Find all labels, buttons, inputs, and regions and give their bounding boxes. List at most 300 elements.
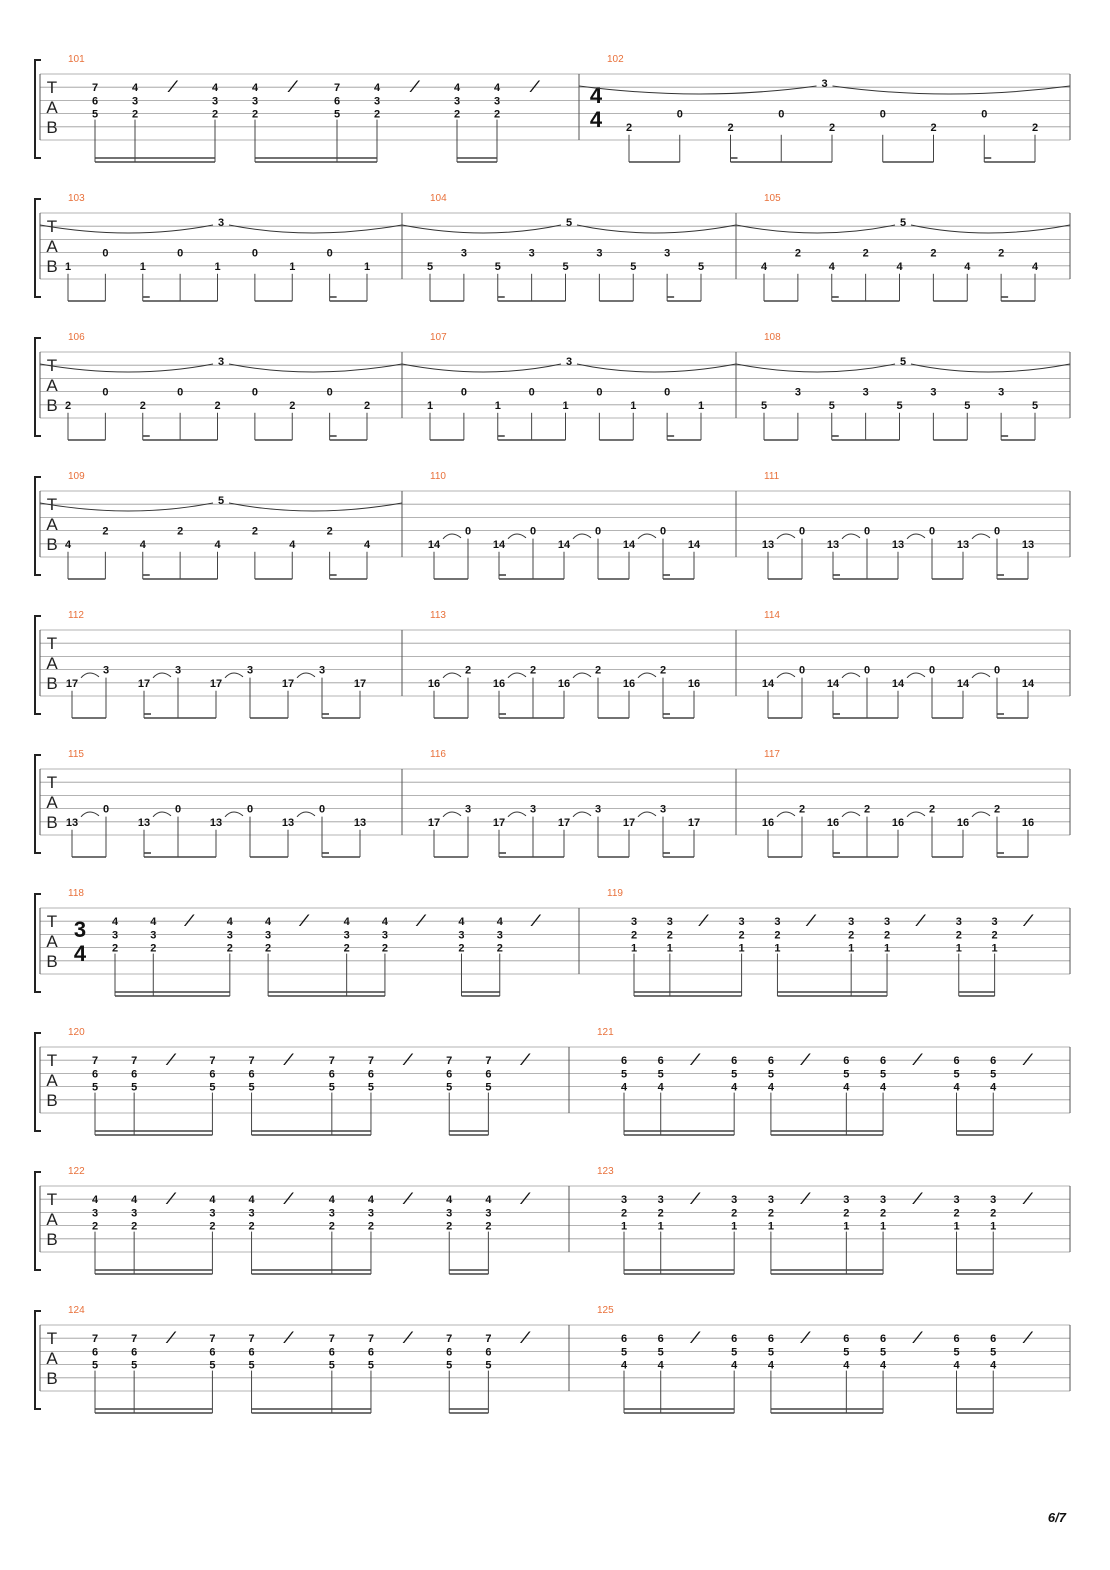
fret-number: 5 (899, 217, 907, 229)
fret-number: 3 (930, 386, 937, 399)
fret-number: 1 (883, 942, 891, 955)
fret-number: 7 (367, 1333, 375, 1346)
fret-number: 5 (446, 1081, 453, 1094)
fret-number: 2 (251, 108, 259, 121)
sixteenth-rest: ⁄ (291, 77, 294, 96)
fret-number: 6 (657, 1333, 664, 1346)
tab-clef-letter: A (46, 376, 58, 395)
fret-number: 6 (880, 1055, 887, 1068)
fret-number: 0 (928, 664, 936, 677)
fret-number: 13 (1021, 538, 1035, 551)
fret-number: 3 (460, 247, 467, 260)
fret-number: 4 (343, 916, 350, 929)
tab-clef-letter: T (46, 1190, 58, 1209)
fret-number: 2 (630, 929, 638, 942)
fret-number: 7 (367, 1055, 375, 1068)
pull-off-arc (842, 673, 860, 678)
fret-number: 2 (930, 121, 937, 134)
fret-number: 7 (131, 1055, 138, 1068)
pull-off-arc (443, 534, 461, 539)
sixteenth-rest: ⁄ (1025, 1050, 1029, 1069)
measure-number: 123 (597, 1166, 614, 1177)
fret-number: 1 (620, 1220, 628, 1233)
fret-number: 0 (246, 803, 254, 816)
fret-number: 2 (211, 108, 219, 121)
fret-number: 3 (131, 1207, 138, 1220)
fret-number: 6 (657, 1055, 664, 1068)
fret-number: 13 (137, 816, 151, 829)
fret-number: 5 (731, 1068, 738, 1081)
fret-number: 6 (446, 1068, 453, 1081)
fret-number: 4 (843, 1359, 850, 1372)
sixteenth-rest: ⁄ (915, 1189, 919, 1208)
fret-number: 5 (657, 1068, 664, 1081)
fret-number: 3 (211, 95, 219, 108)
fret-number: 5 (131, 1359, 138, 1372)
fret-number: 2 (930, 247, 937, 260)
fret-number: 3 (528, 247, 535, 260)
sixteenth-rest: ⁄ (406, 1328, 409, 1347)
fret-number: 4 (131, 1194, 138, 1207)
fret-number: 4 (248, 1194, 255, 1207)
fret-number: 5 (333, 108, 341, 121)
measure-number: 120 (68, 1027, 85, 1038)
tab-clef-letter: B (46, 1230, 58, 1249)
fret-number: 14 (891, 677, 905, 690)
fret-number: 3 (485, 1207, 492, 1220)
fret-number: 3 (848, 916, 855, 929)
fret-number: 1 (657, 1220, 664, 1233)
fret-number: 4 (953, 1081, 960, 1094)
tab-clef-letter: B (46, 813, 58, 832)
sixteenth-rest: ⁄ (406, 1050, 409, 1069)
fret-number: 16 (427, 677, 441, 690)
fret-number: 4 (328, 1194, 335, 1207)
measure-number: 106 (68, 332, 85, 343)
fret-number: 7 (209, 1055, 216, 1068)
fret-number: 0 (993, 525, 1001, 538)
fret-number: 5 (91, 1359, 99, 1372)
pull-off-arc (508, 673, 526, 678)
fret-number: 3 (131, 95, 139, 108)
fret-number: 7 (209, 1333, 216, 1346)
fret-number: 2 (209, 1220, 216, 1233)
fret-number: 14 (492, 538, 506, 551)
pull-off-arc (907, 673, 925, 678)
fret-number: 6 (209, 1346, 216, 1359)
fret-number: 4 (843, 1081, 850, 1094)
fret-number: 2 (177, 525, 184, 538)
fret-number: 0 (778, 108, 785, 121)
fret-number: 6 (620, 1055, 628, 1068)
fret-number: 14 (622, 538, 636, 551)
measure-number: 107 (430, 332, 447, 343)
fret-number: 5 (843, 1068, 850, 1081)
fret-number: 4 (251, 82, 259, 95)
measure-number: 119 (607, 888, 623, 899)
fret-number: 0 (177, 386, 184, 399)
fret-number: 2 (953, 1207, 960, 1220)
fret-number: 6 (990, 1055, 997, 1068)
fret-number: 2 (1031, 121, 1039, 134)
fret-number: 2 (657, 1207, 664, 1220)
measure-number: 102 (607, 54, 624, 65)
fret-number: 3 (248, 1207, 255, 1220)
sixteenth-rest: ⁄ (419, 911, 423, 930)
fret-number: 5 (367, 1359, 375, 1372)
fret-number: 4 (373, 82, 381, 95)
pull-off-arc (907, 534, 925, 539)
page-number: 6/7 (1047, 1510, 1066, 1525)
pull-off-arc (443, 673, 461, 678)
pull-off-arc (777, 673, 795, 678)
tab-clef-letter: A (46, 237, 58, 256)
fret-number: 5 (1031, 399, 1039, 412)
fret-number: 3 (367, 1207, 375, 1220)
fret-number: 1 (955, 942, 962, 955)
sixteenth-rest: ⁄ (693, 1189, 697, 1208)
fret-number: 5 (767, 1346, 774, 1359)
tab-clef-letter: T (46, 634, 58, 653)
measure-number: 112 (68, 610, 84, 621)
fret-number: 2 (139, 399, 146, 412)
tab-clef-letter: B (46, 257, 58, 276)
fret-number: 3 (990, 1194, 997, 1207)
fret-number: 17 (557, 816, 571, 829)
fret-number: 4 (953, 1359, 960, 1372)
fret-number: 2 (727, 121, 734, 134)
fret-number: 17 (281, 677, 295, 690)
fret-number: 7 (446, 1055, 453, 1068)
fret-number: 0 (798, 664, 806, 677)
sixteenth-rest: ⁄ (406, 1189, 409, 1208)
tab-clef-letter: T (46, 495, 58, 514)
pull-off-arc (443, 812, 461, 817)
fret-number: 7 (328, 1055, 335, 1068)
pull-off-arc (225, 812, 243, 817)
fret-number: 3 (998, 386, 1005, 399)
fret-number: 13 (209, 816, 223, 829)
measure-number: 113 (430, 610, 446, 621)
fret-number: 6 (767, 1055, 774, 1068)
fret-number: 0 (863, 525, 871, 538)
pull-off-arc (508, 534, 526, 539)
fret-number: 2 (464, 664, 472, 677)
sixteenth-rest: ⁄ (286, 1050, 290, 1069)
fret-number: 2 (843, 1207, 850, 1220)
fret-number: 2 (64, 399, 72, 412)
sixteenth-rest: ⁄ (302, 911, 306, 930)
sixteenth-rest: ⁄ (1025, 1189, 1029, 1208)
fret-number: 0 (326, 386, 333, 399)
fret-number: 1 (880, 1220, 887, 1233)
fret-number: 3 (767, 1194, 774, 1207)
fret-number: 0 (798, 525, 806, 538)
fret-number: 3 (226, 929, 233, 942)
fret-number: 4 (657, 1359, 664, 1372)
tab-clef-letter: A (46, 515, 58, 534)
pull-off-arc (638, 534, 656, 539)
fret-number: 2 (343, 942, 350, 955)
fret-number: 2 (828, 121, 836, 134)
fret-number: 2 (265, 942, 272, 955)
fret-number: 1 (562, 399, 569, 412)
fret-number: 3 (620, 1194, 628, 1207)
fret-number: 3 (217, 217, 225, 229)
fret-number: 3 (102, 664, 110, 677)
fret-number: 16 (622, 677, 636, 690)
tab-clef-letter: A (46, 1071, 58, 1090)
sixteenth-rest: ⁄ (693, 1328, 697, 1347)
fret-number: 1 (731, 1220, 738, 1233)
fret-number: 5 (91, 108, 99, 121)
fret-number: 6 (131, 1068, 138, 1081)
fret-number: 5 (630, 260, 637, 273)
fret-number: 6 (367, 1346, 375, 1359)
fret-number: 3 (821, 78, 828, 90)
time-signature-denominator: 4 (73, 941, 87, 966)
fret-number: 5 (446, 1359, 453, 1372)
sixteenth-rest: ⁄ (523, 1189, 527, 1208)
fret-number: 2 (848, 929, 855, 942)
pull-off-arc (508, 812, 526, 817)
fret-number: 4 (620, 1081, 628, 1094)
fret-number: 5 (843, 1346, 850, 1359)
fret-number: 5 (990, 1068, 997, 1081)
sixteenth-rest: ⁄ (1025, 1328, 1029, 1347)
fret-number: 4 (150, 916, 157, 929)
fret-number: 2 (659, 664, 667, 677)
fret-number: 5 (990, 1346, 997, 1359)
fret-number: 7 (91, 82, 99, 95)
fret-number: 0 (928, 525, 936, 538)
measure-number: 109 (68, 471, 85, 482)
fret-number: 1 (990, 1220, 997, 1233)
fret-number: 7 (248, 1333, 255, 1346)
fret-number: 2 (214, 399, 221, 412)
fret-number: 4 (381, 916, 388, 929)
measure-number: 118 (68, 888, 84, 899)
fret-number: 6 (731, 1333, 738, 1346)
fret-number: 3 (91, 1207, 99, 1220)
fret-number: 5 (217, 495, 225, 507)
fret-number: 0 (102, 803, 110, 816)
fret-number: 2 (794, 247, 801, 260)
fret-number: 3 (953, 1194, 960, 1207)
measure-number: 104 (430, 193, 447, 204)
fret-number: 0 (102, 247, 109, 260)
tab-clef-letter: A (46, 98, 58, 117)
fret-number: 4 (990, 1359, 997, 1372)
fret-number: 2 (131, 1220, 138, 1233)
fret-number: 4 (828, 260, 835, 273)
fret-number: 5 (485, 1081, 492, 1094)
pull-off-arc (573, 534, 591, 539)
fret-number: 14 (826, 677, 840, 690)
fret-number: 2 (150, 942, 157, 955)
sixteenth-rest: ⁄ (169, 1189, 173, 1208)
fret-number: 2 (594, 664, 602, 677)
fret-number: 3 (955, 916, 962, 929)
sixteenth-rest: ⁄ (169, 1050, 173, 1069)
fret-number: 5 (328, 1081, 335, 1094)
fret-number: 5 (91, 1081, 99, 1094)
fret-number: 14 (761, 677, 775, 690)
measure-number: 121 (597, 1027, 614, 1038)
fret-number: 2 (111, 942, 119, 955)
fret-number: 0 (177, 247, 184, 260)
sixteenth-rest: ⁄ (915, 1050, 919, 1069)
fret-number: 2 (496, 942, 503, 955)
fret-number: 0 (326, 247, 333, 260)
fret-number: 14 (427, 538, 441, 551)
fret-number: 3 (731, 1194, 738, 1207)
fret-number: 1 (630, 399, 637, 412)
fret-number: 0 (659, 525, 667, 538)
fret-number: 5 (828, 399, 835, 412)
fret-number: 4 (367, 1194, 375, 1207)
fret-number: 2 (928, 803, 936, 816)
fret-number: 4 (211, 82, 219, 95)
fret-number: 2 (731, 1207, 738, 1220)
fret-number: 14 (956, 677, 970, 690)
fret-number: 2 (248, 1220, 255, 1233)
fret-number: 6 (620, 1333, 628, 1346)
fret-number: 7 (485, 1055, 492, 1068)
fret-number: 2 (625, 121, 633, 134)
tab-clef-letter: B (46, 118, 58, 137)
fret-number: 5 (209, 1081, 216, 1094)
sixteenth-rest: ⁄ (693, 1050, 697, 1069)
fret-number: 13 (65, 816, 79, 829)
fret-number: 2 (620, 1207, 628, 1220)
pull-off-arc (842, 812, 860, 817)
fret-number: 6 (131, 1346, 138, 1359)
fret-number: 4 (731, 1359, 738, 1372)
sixteenth-rest: ⁄ (523, 1050, 527, 1069)
fret-number: 2 (289, 399, 296, 412)
fret-number: 6 (767, 1333, 774, 1346)
fret-number: 4 (289, 538, 296, 551)
fret-number: 4 (214, 538, 221, 551)
sixteenth-rest: ⁄ (803, 1328, 807, 1347)
fret-number: 1 (991, 942, 998, 955)
fret-number: 16 (891, 816, 905, 829)
sixteenth-rest: ⁄ (701, 911, 705, 930)
fret-number: 17 (209, 677, 223, 690)
fret-number: 4 (964, 260, 971, 273)
fret-number: 0 (528, 386, 535, 399)
fret-number: 3 (666, 916, 673, 929)
fret-number: 5 (209, 1359, 216, 1372)
fret-number: 4 (990, 1081, 997, 1094)
fret-number: 0 (863, 664, 871, 677)
fret-number: 3 (529, 803, 537, 816)
fret-number: 6 (91, 95, 99, 108)
fret-number: 2 (251, 525, 258, 538)
fret-number: 4 (453, 82, 461, 95)
tab-clef-letter: B (46, 952, 58, 971)
fret-number: 6 (209, 1068, 216, 1081)
fret-number: 3 (774, 916, 781, 929)
fret-number: 2 (880, 1207, 887, 1220)
fret-number: 3 (318, 664, 326, 677)
pull-off-arc (777, 534, 795, 539)
tab-clef-letter: A (46, 1349, 58, 1368)
fret-number: 3 (265, 929, 272, 942)
fret-number: 3 (738, 916, 745, 929)
fret-number: 3 (862, 386, 869, 399)
fret-number: 3 (150, 929, 157, 942)
fret-number: 3 (373, 95, 381, 108)
fret-number: 6 (485, 1068, 492, 1081)
fret-number: 3 (883, 916, 891, 929)
fret-number: 6 (953, 1055, 960, 1068)
fret-number: 1 (214, 260, 221, 273)
fret-number: 1 (630, 942, 638, 955)
pull-off-arc (972, 673, 990, 678)
fret-number: 2 (458, 942, 465, 955)
fret-number: 2 (226, 942, 233, 955)
measure-number: 117 (764, 749, 780, 760)
fret-number: 13 (281, 816, 295, 829)
fret-number: 4 (760, 260, 768, 273)
fret-number: 6 (990, 1333, 997, 1346)
pull-off-arc (153, 673, 171, 678)
fret-number: 2 (767, 1207, 774, 1220)
fret-number: 14 (1021, 677, 1035, 690)
fret-number: 2 (955, 929, 962, 942)
fret-number: 2 (666, 929, 673, 942)
fret-number: 4 (139, 538, 146, 551)
fret-number: 3 (174, 664, 182, 677)
fret-number: 17 (65, 677, 79, 690)
fret-number: 5 (953, 1346, 960, 1359)
fret-number: 16 (956, 816, 970, 829)
fret-number: 7 (485, 1333, 492, 1346)
fret-number: 13 (956, 538, 970, 551)
tab-clef-letter: T (46, 356, 58, 375)
sixteenth-rest: ⁄ (915, 1328, 919, 1347)
fret-number: 0 (174, 803, 182, 816)
fret-number: 3 (659, 803, 667, 816)
fret-number: 5 (620, 1346, 628, 1359)
fret-number: 3 (664, 247, 671, 260)
fret-number: 3 (464, 803, 472, 816)
tab-clef-letter: T (46, 78, 58, 97)
fret-number: 1 (666, 942, 673, 955)
fret-number: 5 (565, 217, 573, 229)
fret-number: 2 (990, 1207, 997, 1220)
tab-clef-letter: A (46, 1210, 58, 1229)
sixteenth-rest: ⁄ (918, 911, 922, 930)
fret-number: 0 (464, 525, 472, 538)
fret-number: 6 (328, 1346, 335, 1359)
fret-number: 5 (880, 1346, 887, 1359)
fret-number: 2 (493, 108, 501, 121)
tab-clef-letter: T (46, 912, 58, 931)
pull-off-arc (638, 812, 656, 817)
fret-number: 0 (251, 247, 258, 260)
measure-number: 125 (597, 1305, 614, 1316)
pull-off-arc (297, 673, 315, 678)
measure-number: 110 (430, 471, 446, 482)
fret-number: 1 (848, 942, 855, 955)
fret-number: 3 (209, 1207, 216, 1220)
tab-clef-letter: B (46, 396, 58, 415)
fret-number: 2 (798, 803, 806, 816)
fret-number: 6 (248, 1346, 255, 1359)
